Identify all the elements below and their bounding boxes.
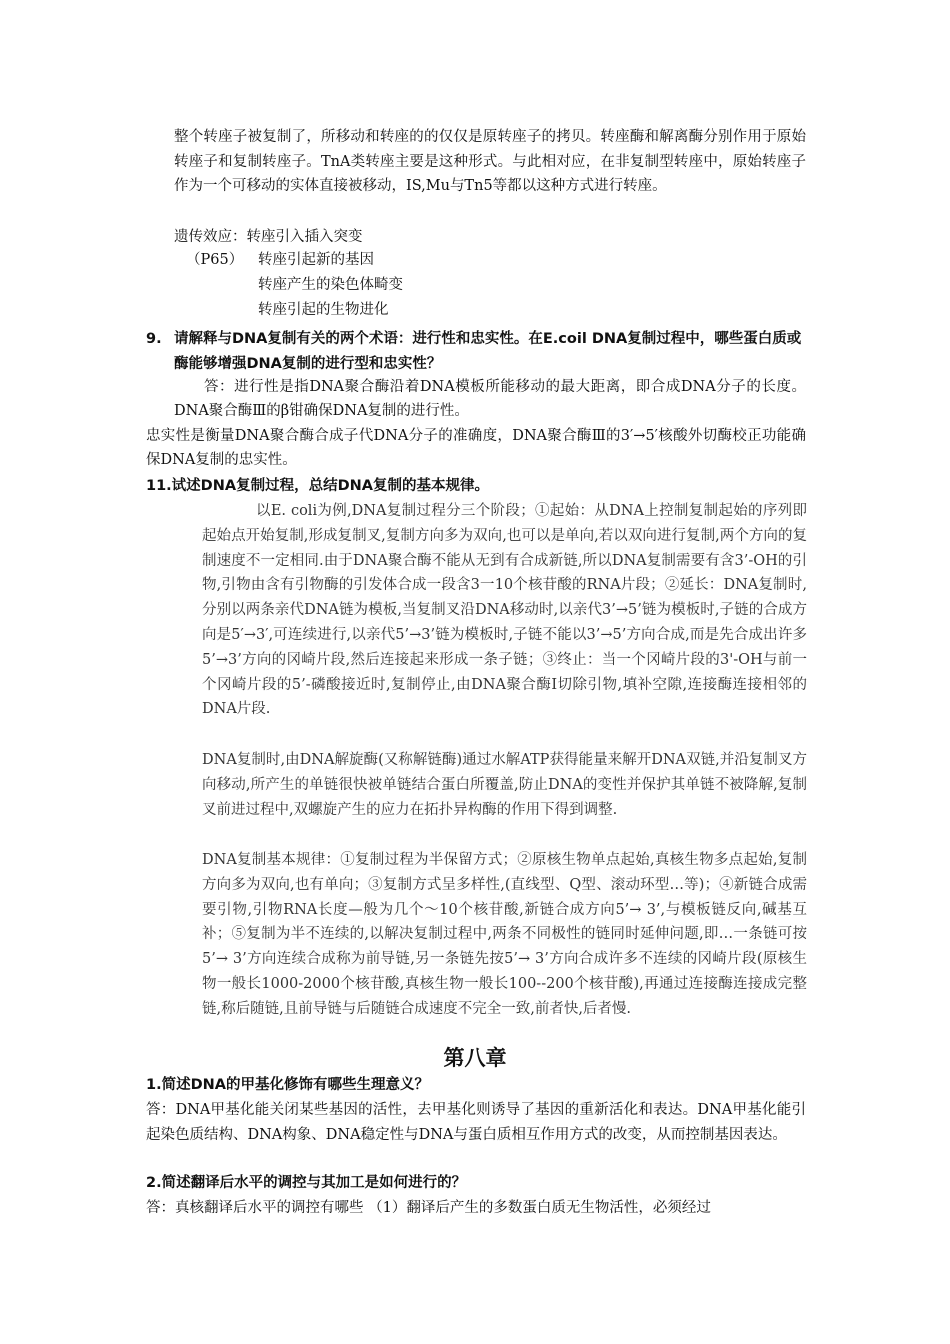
answer-11-helicase: DNA复制时,由DNA解旋酶(又称解链酶)通过水解ATP获得能量来解开DNA双链,并沿复制叉方向移动,所产生的单链很快被单链结合蛋白所覆盖,防止DNA的变性并保护其单链不被降解,复制叉前进过程中,双螺旋产生的应力在拓扑异构酶的作用下得到调整. — [202, 752, 807, 818]
question-9 — [146, 327, 806, 377]
chapter8-answer-1: 答：DNA甲基化能关闭某些基因的活性，去甲基化则诱导了基因的重新活化和表达。DNA甲基化能引起染色质结构、DNA构象、DNA稳定性与DNA与蛋白质相互作用方式的改变，从而控制基因表达。 — [146, 1102, 806, 1143]
chapter8-answer-2: 答：真核翻译后水平的调控有哪些 （1）翻译后产生的多数蛋白质无生物活性，必须经过 — [146, 1200, 711, 1216]
chapter-heading: 第八章 — [443, 1046, 507, 1070]
page-reference: （P65） — [186, 252, 244, 268]
answer-9-processivity: 答：进行性是指DNA聚合酶沿着DNA模板所能移动的最大距离，即合成DNA分子的长度。DNA聚合酶Ⅲ的β钳确保DNA复制的进行性。 — [174, 379, 806, 419]
question-text: 请解释与DNA复制有关的两个术语：进行性和忠实性。在E.coil DNA复制过程中，哪些蛋白质或酶能够增强DNA复制的进行型和忠实性？ — [174, 331, 802, 372]
answer-11-process: 以E. coli为例,DNA复制过程分三个阶段；①起始：从DNA上控制复制起始的序列即起始点开始复制,形成复制叉,复制方向多为双向,也可以是单向,若以双向进行复制,两个方向的复制速度不一定相同.由于DNA聚合酶不能从无到有合成新链,所以DNA复制需要有含3’-OH的引物,引物由含有引物酶的引发体合成一段含3一10个核苷酸的RNA片段；②延长：DNA复制时,分别以两条亲代DNA链为模板,当复制叉沿DNA移动时,以亲代3’→5’链为模板时,子链的合成方向是5′→3′,可连续进行,以亲代5’→3’链为模板时,子链不能以3’→5’方向合成,而是先合成出许多5’→3’方向的冈崎片段,然后连接起来形成一条子链；③终止：当一个冈崎片段的3'-OH与前一个冈崎片段的5’-磷酸接近时,复制停止,由DNA聚合酶Ⅰ切除引物,填补空隙,连接酶连接相邻的DNA片段. — [202, 503, 807, 718]
genetic-effect-item: 转座引起新的基因 — [258, 252, 374, 268]
question-11: 11.试述DNA复制过程，总结DNA复制的基本规律。 — [146, 478, 489, 494]
genetic-effect-item: 转座引起的生物进化 — [258, 302, 389, 318]
genetic-effect-label: 遗传效应：转座引入插入突变 — [174, 229, 363, 245]
question-number: 9. — [146, 331, 162, 347]
genetic-effect-item: 转座产生的染色体畸变 — [258, 277, 403, 293]
answer-9-fidelity: 忠实性是衡量DNA聚合酶合成子代DNA分子的准确度，DNA聚合酶Ⅲ的3′→5′核酸外切酶校正功能确保DNA复制的忠实性。 — [146, 428, 806, 468]
chapter8-question-2: 2.简述翻译后水平的调控与其加工是如何进行的？ — [146, 1175, 467, 1191]
transposition-paragraph: 整个转座子被复制了，所移动和转座的的仅仅是原转座子的拷贝。转座酶和解离酶分别作用于原始转座子和复制转座子。TnA类转座主要是这种形式。与此相对应，在非复制型转座中，原始转座子作为一个可移动的实体直接被移动，IS,Mu与Tn5等都以这种方式进行转座。 — [174, 129, 806, 195]
answer-11-rules: DNA复制基本规律：①复制过程为半保留方式；②原核生物单点起始,真核生物多点起始,复制方向多为双向,也有单向；③复制方式呈多样性,(直线型、Q型、滚动环型…等)；④新链合成需要引物,引物RNA长度—般为几个～10个核苷酸,新链合成方向5’→ 3’,与模板链反向,碱基互补；⑤复制为半不连续的,以解决复制过程中,两条不同极性的链同时延伸问题,即…一条链可按5’→ 3’方向连续合成称为前导链,另一条链先按5’→ 3’方向合成许多不连续的冈崎片段(原核生物一般长1000-2000个核苷酸,真核生物一般长100--200个核苷酸),再通过连接酶连接成完整链,称后随链,且前导链与后随链合成速度不完全一致,前者快,后者慢. — [202, 852, 807, 1017]
chapter8-question-1: 1.简述DNA的甲基化修饰有哪些生理意义？ — [146, 1077, 429, 1093]
